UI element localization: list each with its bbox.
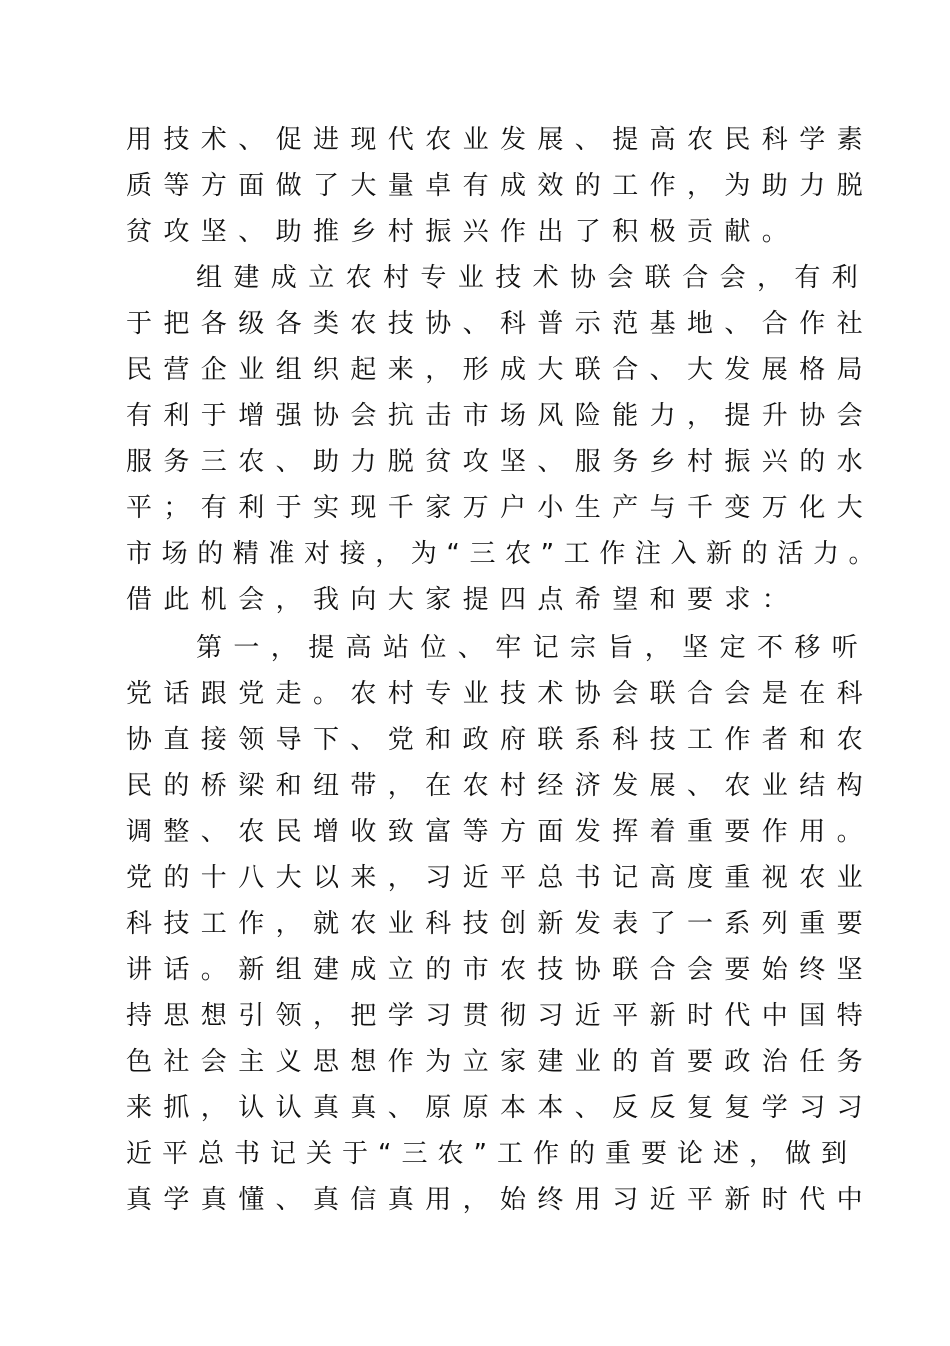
text-line: 平；有利于实现千家万户小生产与千变万化大	[126, 493, 875, 523]
text-line: 调整、农民增收致富等方面发挥着重要作用。	[126, 817, 875, 847]
paragraph-start-line: 组建成立农村专业技术协会联合会，有利	[196, 263, 870, 293]
text-line: 民的桥梁和纽带，在农村经济发展、农业结构	[126, 771, 875, 801]
text-line: 于把各级各类农技协、科普示范基地、合作社	[126, 309, 875, 339]
text-line: 色社会主义思想作为立家建业的首要政治任务	[126, 1047, 875, 1077]
text-line: 讲话。新组建成立的市农技协联合会要始终坚	[126, 955, 875, 985]
text-line: 质等方面做了大量卓有成效的工作，为助力脱	[126, 171, 875, 201]
text-line: 服务三农、助力脱贫攻坚、服务乡村振兴的水	[126, 447, 875, 477]
text-line: 市场的精准对接，为“三农”工作注入新的活力。	[126, 539, 885, 569]
text-line: 党话跟党走。农村专业技术协会联合会是在科	[126, 679, 875, 709]
text-line: 贫攻坚、助推乡村振兴作出了积极贡献。	[126, 217, 800, 247]
text-line: 党的十八大以来，习近平总书记高度重视农业	[126, 863, 875, 893]
text-line: 科技工作，就农业科技创新发表了一系列重要	[126, 909, 875, 939]
text-line: 民营企业组织起来，形成大联合、大发展格局	[126, 355, 875, 385]
paragraph-start-line: 第一，提高站位、牢记宗旨，坚定不移听	[196, 633, 870, 663]
text-line: 协直接领导下、党和政府联系科技工作者和农	[126, 725, 875, 755]
text-line: 真学真懂、真信真用，始终用习近平新时代中	[126, 1185, 875, 1215]
text-line: 持思想引领，把学习贯彻习近平新时代中国特	[126, 1001, 875, 1031]
text-line: 有利于增强协会抗击市场风险能力，提升协会	[126, 401, 875, 431]
text-line: 用技术、促进现代农业发展、提高农民科学素	[126, 125, 875, 155]
text-line: 近平总书记关于“三农”工作的重要论述，做到	[126, 1139, 857, 1169]
text-line: 来抓，认认真真、原原本本、反反复复学习习	[126, 1093, 875, 1123]
text-line: 借此机会，我向大家提四点希望和要求：	[126, 585, 800, 615]
